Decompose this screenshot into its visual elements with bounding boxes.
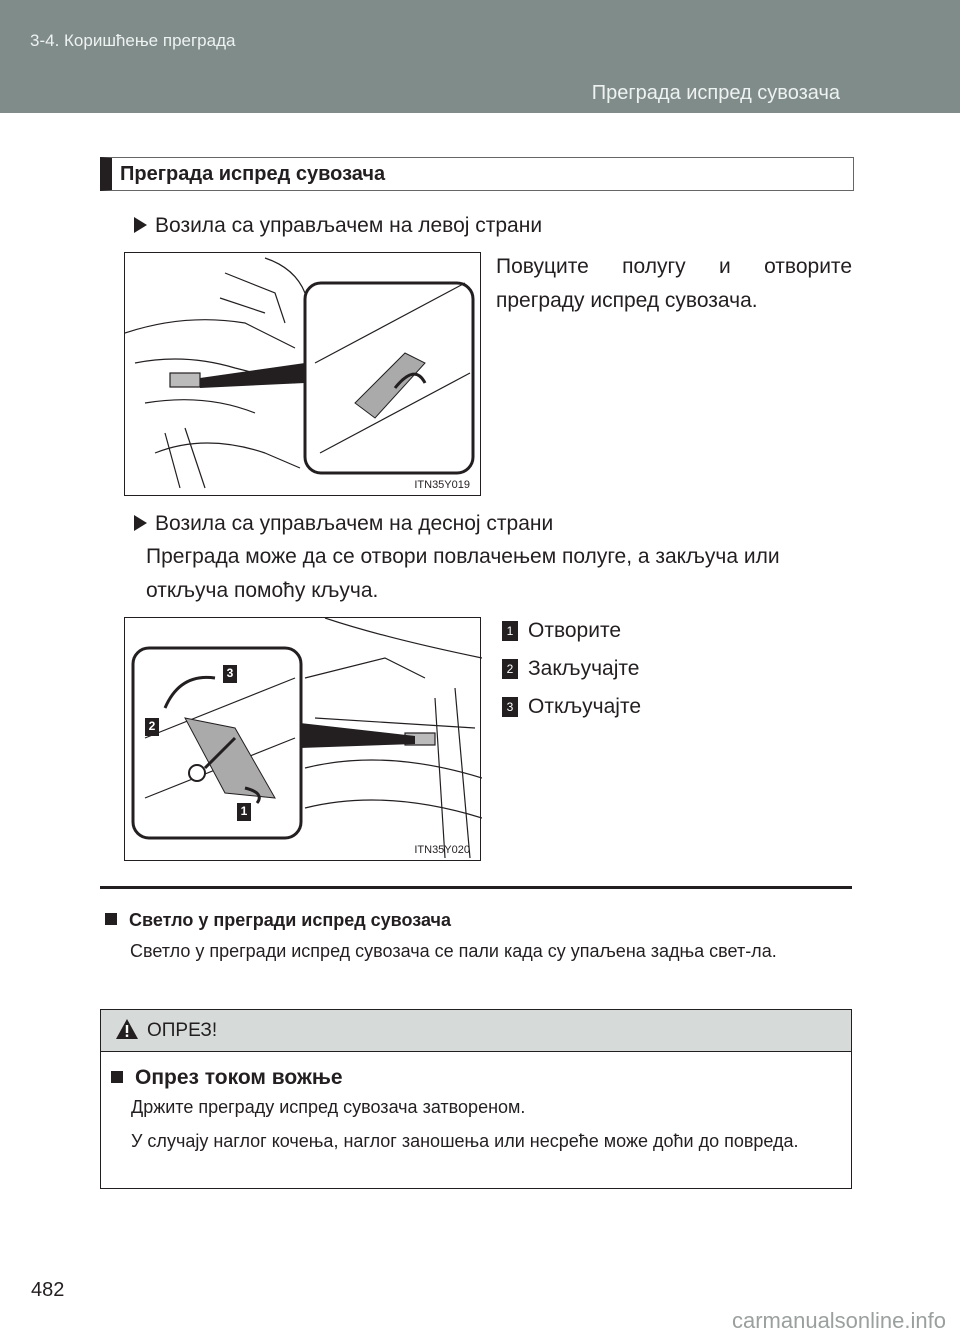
caution-text-2: У случају наглог кочења, наглог заношења или несреће може доћи до повреда. [131, 1131, 799, 1151]
topic-title-box [100, 157, 854, 191]
triangle-bullet-icon [134, 217, 147, 233]
note-heading-text: Светло у прегради испред сувозача [129, 910, 451, 930]
legend-label-2: Закључајте [528, 657, 640, 680]
page-header [0, 0, 960, 113]
legend-item-2 [502, 657, 639, 681]
caution-header [101, 1010, 851, 1052]
legend-item-1 [502, 619, 621, 643]
callout-2: 2 [148, 719, 156, 733]
rhd-instruction: Преграда може да се отвори повлачењем полуге, а закључа или откључа помоћу кључа. [146, 545, 780, 602]
section-title: 3-4. Коришћење преграда [30, 31, 236, 50]
caution-label: ОПРЕЗ! [147, 1020, 218, 1041]
triangle-bullet-icon [134, 515, 147, 531]
watermark: carmanualsonline.info [731, 1308, 946, 1333]
rhd-heading [134, 512, 553, 536]
page-number: 482 [31, 1279, 65, 1301]
callout-1: 1 [240, 804, 248, 818]
section-divider [100, 886, 852, 889]
rhd-figure-code: ITN35Y020 [414, 844, 470, 856]
note-text: Светло у прегради испред сувозача се пали када су упаљена задња свет-ла. [130, 941, 777, 961]
caution-box [100, 1009, 852, 1189]
lhd-instruction: Повуците полугу и отворите преграду испред сувозача. [496, 255, 852, 312]
caution-text-1: Држите преграду испред сувозача затвореном. [131, 1097, 526, 1117]
legend-label-1: Отворите [528, 619, 622, 642]
warning-triangle-icon [115, 1018, 139, 1040]
legend-label-3: Откључајте [528, 695, 642, 718]
lhd-dashboard-illustration [125, 253, 482, 497]
lhd-figure [124, 252, 481, 496]
caution-heading [111, 1066, 343, 1090]
rhd-heading-text: Возила са управљачем на десној страни [155, 512, 554, 535]
rhd-figure [124, 617, 481, 861]
legend-num-1: 1 [502, 621, 518, 641]
topic-title: Преграда испред сувозача [120, 163, 386, 185]
lhd-figure-code: ITN35Y019 [414, 479, 470, 491]
caution-heading-text: Опрез током вожње [135, 1066, 343, 1089]
lhd-heading [134, 214, 542, 238]
square-bullet-icon [111, 1071, 123, 1083]
rhd-dashboard-illustration [125, 618, 482, 862]
square-bullet-icon [105, 913, 117, 925]
legend-num-2: 2 [502, 659, 518, 679]
callout-3: 3 [226, 666, 234, 680]
chapter-title: Преграда испред сувозача [591, 82, 840, 104]
legend-item-3 [502, 695, 641, 719]
note-heading [105, 910, 451, 931]
lhd-heading-text: Возила са управљачем на левој страни [155, 214, 543, 237]
legend-num-3: 3 [502, 697, 518, 717]
